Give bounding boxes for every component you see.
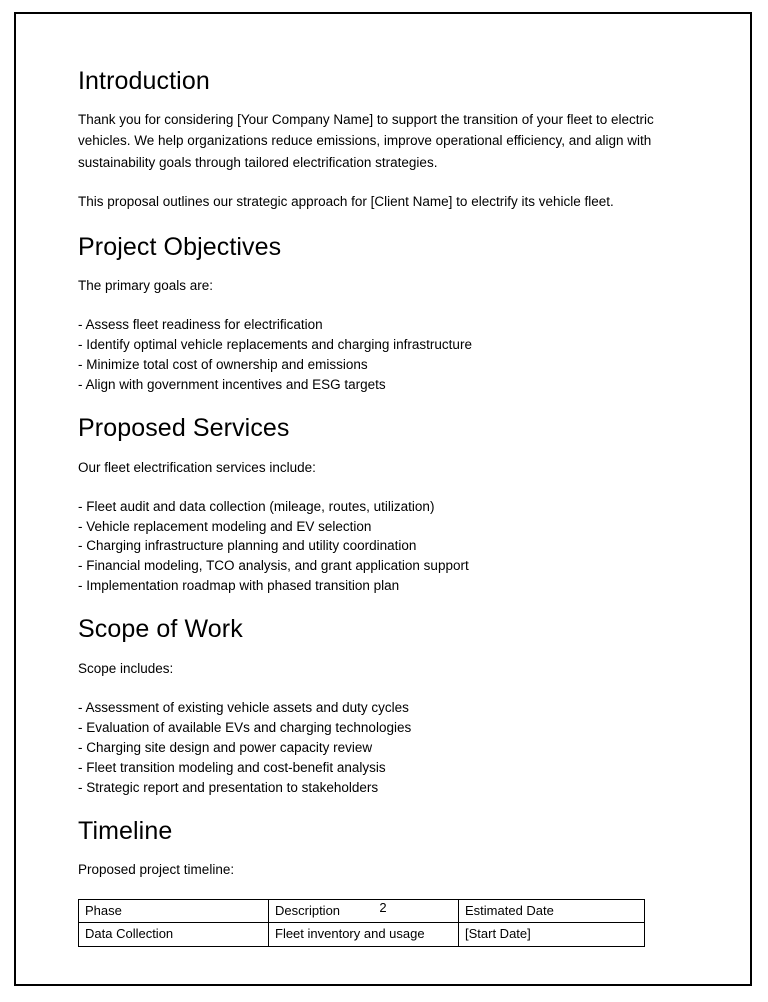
list-item: - Assessment of existing vehicle assets and duty cycles: [78, 699, 409, 715]
section-introduction: [78, 68, 682, 213]
section-scope-of-work: [78, 616, 682, 797]
scope-lead-text: Scope includes:: [78, 660, 174, 676]
list-item: - Evaluation of available EVs and charging technologies: [78, 719, 412, 735]
section-title-proposed-services: Proposed Services: [78, 414, 290, 443]
list-item: - Charging site design and power capacity review: [78, 739, 373, 755]
list-item: - Strategic report and presentation to stakeholders: [78, 779, 379, 795]
timeline-lead-text: Proposed project timeline:: [78, 862, 235, 878]
section-title-introduction: Introduction: [78, 67, 210, 95]
services-list: [78, 497, 682, 597]
list-item: - Charging infrastructure planning and utility coordination: [78, 538, 417, 554]
list-item: - Align with government incentives and ESG targets: [78, 377, 386, 393]
table-row: [79, 923, 645, 947]
table-header-cell: Phase: [79, 899, 269, 923]
table-header-cell: Description: [269, 899, 459, 923]
list-item: - Identify optimal vehicle replacements and charging infrastructure: [78, 337, 472, 353]
page-number: 2: [379, 900, 387, 915]
objectives-list: [78, 315, 682, 395]
scope-list: [78, 698, 682, 798]
section-timeline: [78, 818, 682, 947]
table-cell: Fleet inventory and usage: [269, 923, 459, 947]
services-lead-text: Our fleet electrification services include:: [78, 459, 316, 475]
introduction-paragraph-2: This proposal outlines our strategic approach for [Client Name] to electrify its vehicle fleet.: [78, 194, 614, 210]
list-item: - Assess fleet readiness for electrification: [78, 317, 323, 333]
document-page: [14, 12, 752, 986]
table-cell: [Start Date]: [459, 923, 645, 947]
section-title-timeline: Timeline: [78, 816, 173, 845]
section-proposed-services: [78, 415, 682, 596]
table-cell: Data Collection: [79, 923, 269, 947]
list-item: - Financial modeling, TCO analysis, and grant application support: [78, 558, 469, 574]
table-header-cell: Estimated Date: [459, 899, 645, 923]
list-item: - Minimize total cost of ownership and emissions: [78, 357, 368, 373]
document-content: [78, 68, 682, 947]
section-project-objectives: [78, 234, 682, 395]
objectives-lead-text: The primary goals are:: [78, 278, 214, 294]
list-item: - Implementation roadmap with phased transition plan: [78, 578, 400, 594]
section-title-project-objectives: Project Objectives: [78, 232, 282, 261]
section-title-scope-of-work: Scope of Work: [78, 615, 243, 644]
list-item: - Fleet audit and data collection (mileage, routes, utilization): [78, 498, 435, 514]
list-item: - Vehicle replacement modeling and EV selection: [78, 518, 372, 534]
list-item: - Fleet transition modeling and cost-benefit analysis: [78, 759, 386, 775]
introduction-paragraph-1: Thank you for considering [Your Company Name] to support the transition of your fleet to electric vehicles. We help organizations reduce emissions, improve operational efficiency, and align with sustainability goals through tailored electrification strategies.: [78, 111, 654, 171]
